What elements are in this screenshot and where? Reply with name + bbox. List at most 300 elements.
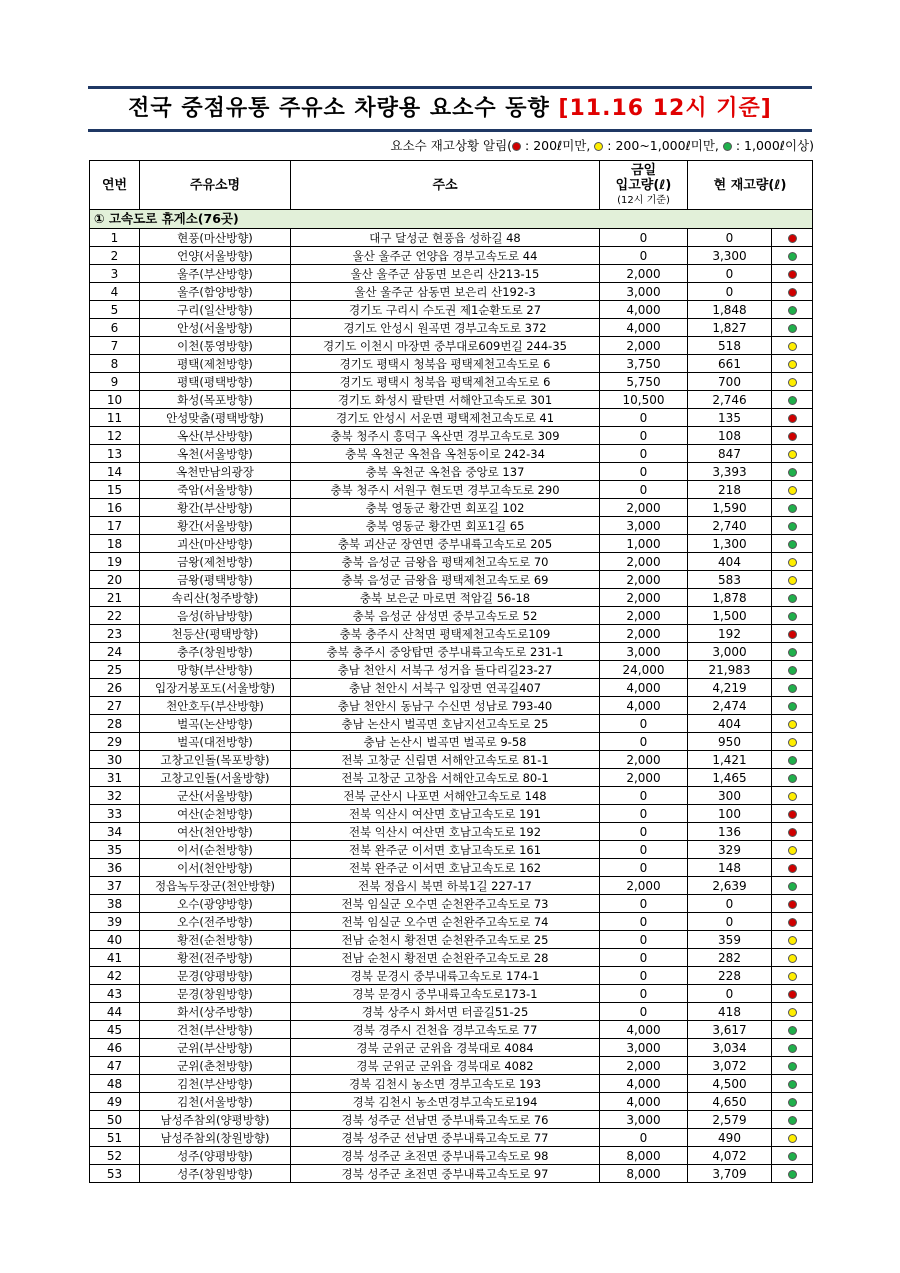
row-status [772, 643, 813, 661]
title-date-highlight: [11.16 12시 기준] [558, 96, 772, 121]
row-status [772, 679, 813, 697]
row-station-name: 고창고인돌(목포방향) [140, 751, 291, 769]
row-station-name: 문경(양평방향) [140, 967, 291, 985]
table-row [90, 931, 813, 949]
row-incoming: 3,000 [600, 1039, 688, 1057]
row-address: 울산 울주군 삼동면 보은리 산213-15 [291, 265, 600, 283]
table-row [90, 877, 813, 895]
yellow-dot-icon [788, 450, 797, 459]
table-row [90, 661, 813, 679]
green-dot-icon [788, 324, 797, 333]
yellow-dot-icon [788, 378, 797, 387]
row-address: 전북 익산시 여산면 호남고속도로 191 [291, 805, 600, 823]
row-incoming: 0 [600, 481, 688, 499]
green-dot-icon [788, 1044, 797, 1053]
row-stock: 418 [688, 1003, 772, 1021]
table-row [90, 301, 813, 319]
section-row [90, 210, 813, 229]
row-address: 전북 임실군 오수면 순천완주고속도로 74 [291, 913, 600, 931]
red-dot-icon [512, 142, 521, 151]
row-stock: 329 [688, 841, 772, 859]
row-no: 4 [90, 283, 140, 301]
row-incoming: 8,000 [600, 1165, 688, 1183]
row-address: 경기도 평택시 청북읍 평택제천고속도로 6 [291, 373, 600, 391]
row-station-name: 화성(목포방향) [140, 391, 291, 409]
row-status [772, 229, 813, 247]
row-no: 21 [90, 589, 140, 607]
row-station-name: 성주(창원방향) [140, 1165, 291, 1183]
row-address: 울산 울주군 언양읍 경부고속도로 44 [291, 247, 600, 265]
row-status [772, 715, 813, 733]
header-address: 주소 [291, 161, 600, 210]
row-status [772, 571, 813, 589]
row-stock: 950 [688, 733, 772, 751]
table-row [90, 1111, 813, 1129]
row-stock: 4,650 [688, 1093, 772, 1111]
table-row [90, 1039, 813, 1057]
row-station-name: 음성(하남방향) [140, 607, 291, 625]
table-row [90, 751, 813, 769]
row-incoming: 10,500 [600, 391, 688, 409]
row-status [772, 1039, 813, 1057]
green-dot-icon [788, 774, 797, 783]
header-incoming-sub: (12시 기준) [617, 194, 670, 206]
row-address: 경북 성주군 선남면 중부내륙고속도로 77 [291, 1129, 600, 1147]
row-stock: 0 [688, 895, 772, 913]
row-no: 39 [90, 913, 140, 931]
row-stock: 300 [688, 787, 772, 805]
yellow-dot-icon [788, 738, 797, 747]
row-no: 36 [90, 859, 140, 877]
row-stock: 359 [688, 931, 772, 949]
row-station-name: 김천(부산방향) [140, 1075, 291, 1093]
table-row [90, 1057, 813, 1075]
row-address: 충북 괴산군 장연면 중부내륙고속도로 205 [291, 535, 600, 553]
row-station-name: 평택(제천방향) [140, 355, 291, 373]
row-address: 전남 순천시 황전면 순천완주고속도로 25 [291, 931, 600, 949]
row-station-name: 이서(순천방향) [140, 841, 291, 859]
green-dot-icon [788, 1152, 797, 1161]
row-incoming: 2,000 [600, 1057, 688, 1075]
row-stock: 2,579 [688, 1111, 772, 1129]
red-dot-icon [788, 990, 797, 999]
row-station-name: 오수(광양방향) [140, 895, 291, 913]
row-status [772, 589, 813, 607]
table-row [90, 337, 813, 355]
row-stock: 218 [688, 481, 772, 499]
row-incoming: 4,000 [600, 1021, 688, 1039]
row-station-name: 이서(천안방향) [140, 859, 291, 877]
row-no: 49 [90, 1093, 140, 1111]
row-stock: 3,034 [688, 1039, 772, 1057]
row-station-name: 충주(창원방향) [140, 643, 291, 661]
yellow-dot-icon [788, 720, 797, 729]
row-incoming: 4,000 [600, 1075, 688, 1093]
row-address: 울산 울주군 삼동면 보은리 산192-3 [291, 283, 600, 301]
row-incoming: 2,000 [600, 751, 688, 769]
row-status [772, 625, 813, 643]
row-no: 48 [90, 1075, 140, 1093]
red-dot-icon [788, 828, 797, 837]
row-status [772, 427, 813, 445]
table-row [90, 1075, 813, 1093]
row-incoming: 2,000 [600, 571, 688, 589]
row-incoming: 4,000 [600, 1093, 688, 1111]
row-stock: 1,465 [688, 769, 772, 787]
row-address: 경북 경주시 건천읍 경부고속도로 77 [291, 1021, 600, 1039]
row-stock: 1,848 [688, 301, 772, 319]
row-stock: 583 [688, 571, 772, 589]
stock-legend [88, 136, 814, 154]
row-address: 경기도 안성시 원곡면 경부고속도로 372 [291, 319, 600, 337]
row-incoming: 0 [600, 895, 688, 913]
table-row [90, 769, 813, 787]
row-no: 46 [90, 1039, 140, 1057]
row-no: 20 [90, 571, 140, 589]
table-row [90, 841, 813, 859]
green-dot-icon [788, 684, 797, 693]
row-status [772, 265, 813, 283]
row-no: 23 [90, 625, 140, 643]
table-row [90, 679, 813, 697]
row-status [772, 787, 813, 805]
green-dot-icon [723, 142, 732, 151]
row-address: 전북 임실군 오수면 순천완주고속도로 73 [291, 895, 600, 913]
row-status [772, 913, 813, 931]
row-status [772, 1111, 813, 1129]
table-row [90, 1021, 813, 1039]
row-incoming: 3,000 [600, 1111, 688, 1129]
red-dot-icon [788, 810, 797, 819]
green-dot-icon [788, 666, 797, 675]
row-station-name: 고창고인돌(서울방향) [140, 769, 291, 787]
row-address: 충남 천안시 서북구 성거읍 돌다리길23-27 [291, 661, 600, 679]
row-incoming: 2,000 [600, 337, 688, 355]
row-no: 50 [90, 1111, 140, 1129]
row-status [772, 733, 813, 751]
row-station-name: 황간(부산방향) [140, 499, 291, 517]
row-stock: 4,500 [688, 1075, 772, 1093]
row-stock: 490 [688, 1129, 772, 1147]
row-no: 1 [90, 229, 140, 247]
row-station-name: 평택(평택방향) [140, 373, 291, 391]
red-dot-icon [788, 234, 797, 243]
red-dot-icon [788, 900, 797, 909]
row-status [772, 1003, 813, 1021]
row-status [772, 877, 813, 895]
yellow-dot-icon [788, 792, 797, 801]
row-address: 전남 순천시 황전면 순천완주고속도로 28 [291, 949, 600, 967]
row-address: 충북 영동군 황간면 회포길 102 [291, 499, 600, 517]
table-row [90, 589, 813, 607]
row-no: 31 [90, 769, 140, 787]
row-station-name: 성주(양평방향) [140, 1147, 291, 1165]
row-no: 7 [90, 337, 140, 355]
row-address: 충북 옥천군 옥천읍 옥천동이로 242-34 [291, 445, 600, 463]
row-address: 경기도 이천시 마장면 중부대로609번길 244-35 [291, 337, 600, 355]
row-no: 12 [90, 427, 140, 445]
row-status [772, 1057, 813, 1075]
table-row [90, 247, 813, 265]
row-no: 34 [90, 823, 140, 841]
header-name: 주유소명 [140, 161, 291, 210]
row-no: 19 [90, 553, 140, 571]
yellow-dot-icon [788, 576, 797, 585]
row-station-name: 구리(일산방향) [140, 301, 291, 319]
row-no: 28 [90, 715, 140, 733]
row-incoming: 0 [600, 409, 688, 427]
row-no: 38 [90, 895, 140, 913]
row-station-name: 금왕(평택방향) [140, 571, 291, 589]
table-row [90, 733, 813, 751]
row-status [772, 769, 813, 787]
row-station-name: 군위(부산방향) [140, 1039, 291, 1057]
header-stock: 현 재고량(ℓ) [688, 161, 813, 210]
row-no: 26 [90, 679, 140, 697]
row-stock: 404 [688, 553, 772, 571]
row-address: 충북 음성군 삼성면 중부고속도로 52 [291, 607, 600, 625]
yellow-dot-icon [788, 936, 797, 945]
row-incoming: 4,000 [600, 301, 688, 319]
row-station-name: 황전(순천방향) [140, 931, 291, 949]
green-dot-icon [788, 1062, 797, 1071]
header-incoming [600, 161, 688, 210]
yellow-dot-icon [788, 954, 797, 963]
table-row [90, 1129, 813, 1147]
row-incoming: 0 [600, 967, 688, 985]
row-station-name: 죽암(서울방향) [140, 481, 291, 499]
row-status [772, 319, 813, 337]
green-dot-icon [788, 252, 797, 261]
row-address: 경북 성주군 초전면 중부내륙고속도로 97 [291, 1165, 600, 1183]
row-station-name: 입장거봉포도(서울방향) [140, 679, 291, 697]
row-stock: 228 [688, 967, 772, 985]
row-no: 15 [90, 481, 140, 499]
table-row [90, 625, 813, 643]
row-station-name: 군산(서울방향) [140, 787, 291, 805]
table-row [90, 517, 813, 535]
row-incoming: 4,000 [600, 679, 688, 697]
row-station-name: 군위(춘천방향) [140, 1057, 291, 1075]
row-stock: 2,740 [688, 517, 772, 535]
row-station-name: 괴산(마산방향) [140, 535, 291, 553]
red-dot-icon [788, 918, 797, 927]
row-no: 51 [90, 1129, 140, 1147]
row-stock: 3,072 [688, 1057, 772, 1075]
title-main: 전국 중점유통 주유소 차량용 요소수 동향 [128, 96, 559, 121]
row-status [772, 301, 813, 319]
row-station-name: 김천(서울방향) [140, 1093, 291, 1111]
red-dot-icon [788, 288, 797, 297]
red-dot-icon [788, 270, 797, 279]
green-dot-icon [788, 648, 797, 657]
row-station-name: 황간(서울방향) [140, 517, 291, 535]
row-incoming: 2,000 [600, 769, 688, 787]
row-incoming: 0 [600, 715, 688, 733]
row-no: 5 [90, 301, 140, 319]
row-incoming: 0 [600, 247, 688, 265]
red-dot-icon [788, 630, 797, 639]
row-address: 경기도 화성시 팔탄면 서해안고속도로 301 [291, 391, 600, 409]
row-stock: 108 [688, 427, 772, 445]
row-status [772, 697, 813, 715]
row-incoming: 2,000 [600, 265, 688, 283]
row-incoming: 4,000 [600, 697, 688, 715]
yellow-dot-icon [788, 1134, 797, 1143]
row-station-name: 금왕(제천방향) [140, 553, 291, 571]
row-station-name: 여산(순천방향) [140, 805, 291, 823]
row-address: 경북 성주군 초전면 중부내륙고속도로 98 [291, 1147, 600, 1165]
green-dot-icon [788, 396, 797, 405]
row-station-name: 오수(전주방향) [140, 913, 291, 931]
row-address: 전북 군산시 나포면 서해안고속도로 148 [291, 787, 600, 805]
row-incoming: 0 [600, 823, 688, 841]
table-body [90, 210, 813, 1183]
row-status [772, 823, 813, 841]
row-stock: 2,639 [688, 877, 772, 895]
table-row [90, 823, 813, 841]
row-incoming: 2,000 [600, 589, 688, 607]
row-status [772, 949, 813, 967]
row-stock: 148 [688, 859, 772, 877]
table-row [90, 787, 813, 805]
row-stock: 0 [688, 985, 772, 1003]
title-bottom-rule [88, 129, 812, 132]
row-no: 3 [90, 265, 140, 283]
row-address: 경북 군위군 군위읍 경북대로 4082 [291, 1057, 600, 1075]
row-incoming: 4,000 [600, 319, 688, 337]
row-no: 41 [90, 949, 140, 967]
row-status [772, 283, 813, 301]
row-address: 전북 완주군 이서면 호남고속도로 162 [291, 859, 600, 877]
green-dot-icon [788, 522, 797, 531]
row-incoming: 0 [600, 229, 688, 247]
row-address: 충북 청주시 서원구 현도면 경부고속도로 290 [291, 481, 600, 499]
row-address: 충북 충주시 중앙탑면 중부내륙고속도로 231-1 [291, 643, 600, 661]
row-incoming: 0 [600, 733, 688, 751]
green-dot-icon [788, 1026, 797, 1035]
row-address: 경북 군위군 군위읍 경북대로 4084 [291, 1039, 600, 1057]
row-status [772, 247, 813, 265]
row-stock: 1,827 [688, 319, 772, 337]
red-dot-icon [788, 864, 797, 873]
row-no: 42 [90, 967, 140, 985]
row-address: 경북 성주군 선남면 중부내륙고속도로 76 [291, 1111, 600, 1129]
row-address: 전북 익산시 여산면 호남고속도로 192 [291, 823, 600, 841]
table-row [90, 355, 813, 373]
row-stock: 21,983 [688, 661, 772, 679]
row-address: 충남 논산시 벌곡면 벌곡로 9-58 [291, 733, 600, 751]
row-no: 53 [90, 1165, 140, 1183]
row-incoming: 1,000 [600, 535, 688, 553]
row-stock: 4,219 [688, 679, 772, 697]
row-station-name: 옥천만남의광장 [140, 463, 291, 481]
row-no: 14 [90, 463, 140, 481]
page-title [88, 89, 812, 129]
row-incoming: 0 [600, 913, 688, 931]
row-station-name: 건천(부산방향) [140, 1021, 291, 1039]
row-address: 경북 김천시 농소면경부고속도로194 [291, 1093, 600, 1111]
row-incoming: 0 [600, 445, 688, 463]
row-address: 충북 영동군 황간면 회포1길 65 [291, 517, 600, 535]
row-status [772, 859, 813, 877]
row-address: 충북 충주시 산척면 평택제천고속도로109 [291, 625, 600, 643]
row-stock: 0 [688, 229, 772, 247]
green-dot-icon [788, 612, 797, 621]
table-row [90, 319, 813, 337]
row-address: 충북 음성군 금왕읍 평택제천고속도로 70 [291, 553, 600, 571]
row-station-name: 천안호두(부산방향) [140, 697, 291, 715]
row-address: 충북 보은군 마로면 적암길 56-18 [291, 589, 600, 607]
row-status [772, 985, 813, 1003]
row-status [772, 895, 813, 913]
row-station-name: 속리산(청주방향) [140, 589, 291, 607]
row-incoming: 0 [600, 787, 688, 805]
row-stock: 661 [688, 355, 772, 373]
row-status [772, 931, 813, 949]
row-status [772, 661, 813, 679]
row-stock: 2,474 [688, 697, 772, 715]
row-incoming: 0 [600, 1129, 688, 1147]
row-no: 33 [90, 805, 140, 823]
row-incoming: 2,000 [600, 499, 688, 517]
table-row [90, 949, 813, 967]
red-dot-icon [788, 414, 797, 423]
row-no: 22 [90, 607, 140, 625]
row-incoming: 0 [600, 805, 688, 823]
row-status [772, 499, 813, 517]
table-row [90, 805, 813, 823]
row-incoming: 2,000 [600, 877, 688, 895]
row-status [772, 607, 813, 625]
row-no: 45 [90, 1021, 140, 1039]
row-station-name: 천등산(평택방향) [140, 625, 291, 643]
row-status [772, 355, 813, 373]
row-stock: 2,746 [688, 391, 772, 409]
row-no: 37 [90, 877, 140, 895]
row-status [772, 1147, 813, 1165]
row-status [772, 535, 813, 553]
row-stock: 1,590 [688, 499, 772, 517]
row-no: 10 [90, 391, 140, 409]
row-station-name: 옥천(서울방향) [140, 445, 291, 463]
row-stock: 518 [688, 337, 772, 355]
row-status [772, 751, 813, 769]
table-row [90, 1165, 813, 1183]
table-row [90, 391, 813, 409]
row-incoming: 8,000 [600, 1147, 688, 1165]
row-station-name: 황전(전주방향) [140, 949, 291, 967]
row-address: 전북 고창군 고창읍 서해안고속도로 80-1 [291, 769, 600, 787]
table-row [90, 481, 813, 499]
table-row [90, 859, 813, 877]
row-status [772, 481, 813, 499]
row-station-name: 이천(통영방향) [140, 337, 291, 355]
row-no: 17 [90, 517, 140, 535]
table-header-row [90, 161, 813, 210]
table-row [90, 967, 813, 985]
row-no: 2 [90, 247, 140, 265]
table-row [90, 607, 813, 625]
green-dot-icon [788, 594, 797, 603]
row-no: 44 [90, 1003, 140, 1021]
row-stock: 3,300 [688, 247, 772, 265]
row-stock: 1,878 [688, 589, 772, 607]
row-address: 충북 음성군 금왕읍 평택제천고속도로 69 [291, 571, 600, 589]
legend-green-label: : 1,000ℓ이상) [731, 138, 814, 153]
row-stock: 192 [688, 625, 772, 643]
table-row [90, 445, 813, 463]
